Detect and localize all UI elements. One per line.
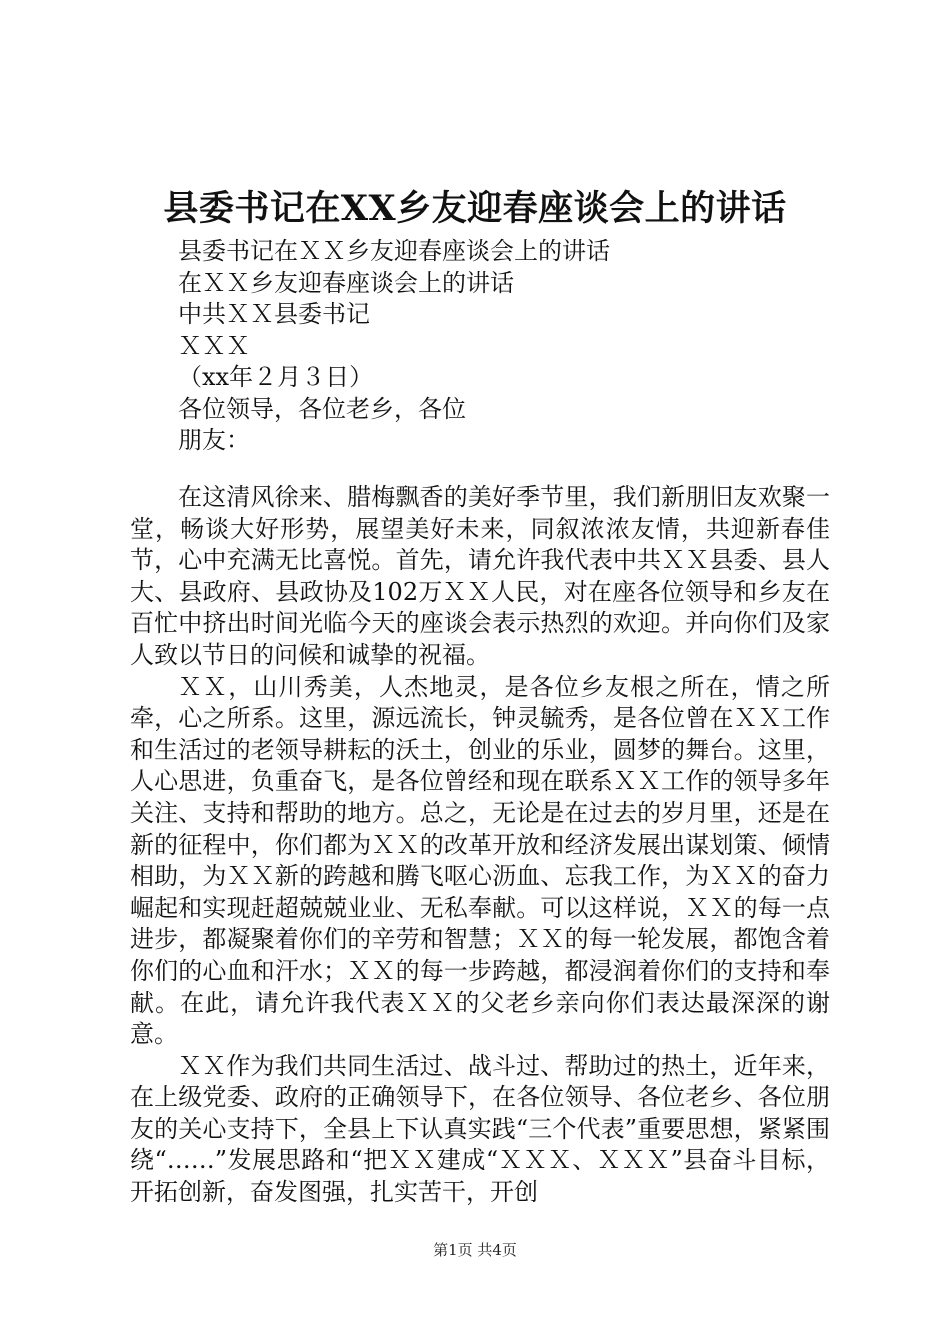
header-line-salutation: 各位领导，各位老乡，各位 [178,394,466,423]
header-line-author-name: ＸＸＸ [178,331,250,360]
speech-body [130,482,830,1209]
header-line-date: （xx年２月３日） [178,363,374,391]
header-line-author-position: 中共ＸＸ县委书记 [178,300,370,328]
body-paragraph-1: 在这清风徐来、腊梅飘香的美好季节里，我们新朋旧友欢聚一堂，畅谈大好形势，展望美好未来，同叙浓浓友情，共迎新春佳节，心中充满无比喜悦。首先，请允许我代表中共ＸＸ县委、县人大、县政府、县政协及102万ＸＸ人民，对在座各位领导和乡友在百忙中挤出时间光临今天的座谈会表示热烈的欢迎。并向你们及家人致以节日的问候和诚挚的祝福。 [130,483,830,669]
body-paragraph-2: ＸＸ，山川秀美，人杰地灵，是各位乡友根之所在，情之所牵，心之所系。这里，源远流长，钟灵毓秀，是各位曾在ＸＸ工作和生活过的老领导耕耘的沃土，创业的乐业，圆梦的舞台。这里，人心思进，负重奋飞，是各位曾经和现在联系ＸＸ工作的领导多年关注、支持和帮助的地方。总之，无论是在过去的岁月里，还是在新的征程中，你们都为ＸＸ的改革开放和经济发展出谋划策、倾情相助，为ＸＸ新的跨越和腾飞呕心沥血、忘我工作，为ＸＸ的奋力崛起和实现赶超兢兢业业、无私奉献。可以这样说，ＸＸ的每一点进步，都凝聚着你们的辛劳和智慧；ＸＸ的每一轮发展，都饱含着你们的心血和汗水；ＸＸ的每一步跨越，都浸润着你们的支持和奉献。在此，请允许我代表ＸＸ的父老乡亲向你们表达最深深的谢意。 [130,672,830,1049]
document-title: 县委书记在XX乡友迎春座谈会上的讲话 [163,188,787,229]
body-paragraph-3: ＸＸ作为我们共同生活过、战斗过、帮助过的热土，近年来，在上级党委、政府的正确领导下，在各位领导、各位老乡、各位朋友的关心支持下，全县上下认真实践“三个代表”重要思想，紧紧围绕“……”发展思路和“把ＸＸ建成“ＸＸＸ、ＸＸＸ”县奋斗目标，开拓创新，奋发图强，扎实苦干，开创 [130,1051,830,1207]
header-line-subtitle: 在ＸＸ乡友迎春座谈会上的讲话 [178,268,514,297]
header-line-salutation-end: 朋友： [178,426,250,454]
header-line-repeat-title: 县委书记在ＸＸ乡友迎春座谈会上的讲话 [178,237,610,265]
speech-header [178,236,648,457]
page-number-footer: 第1页 共4页 [433,1241,517,1259]
